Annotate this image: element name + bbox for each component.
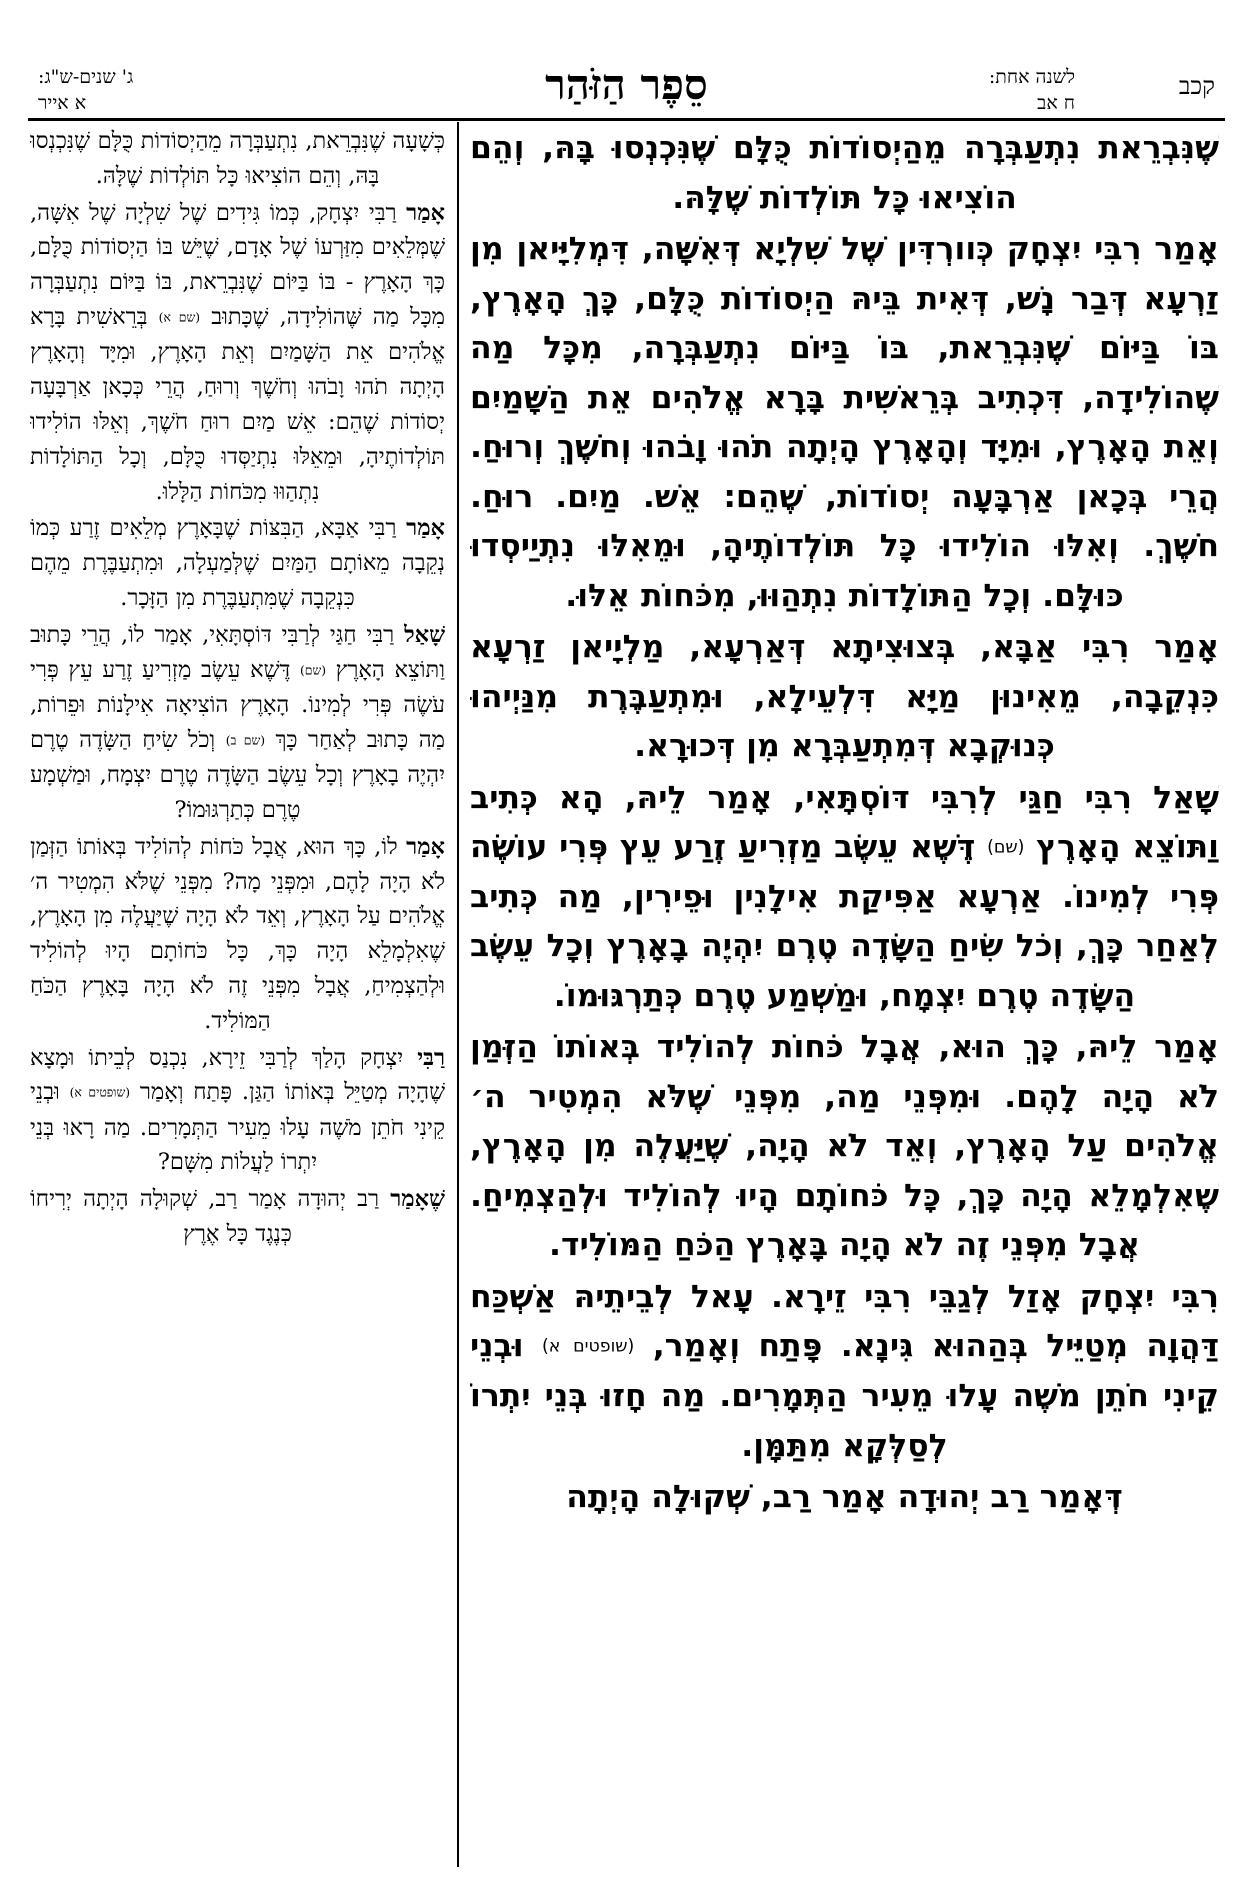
side-paragraph-5 [30,830,445,1039]
opening-word: אָמַר [1154,1029,1219,1066]
schedule-one-year: לשנה אחת: [988,66,1075,88]
paragraph-text: רַבִּי יִצְחָק, כְּמוֹ גִּידִים שֶׁל שִׁלְיָה שֶׁל אִשָּׁה, שֶׁמְּלֵאִים מִזַּרְעוֹ שֶׁל אָדָם, שֶׁיֵּשׁ בּוֹ הַיְסוֹדוֹת כֻּלָּם, כָּךְ הָאָרֶץ - בּוֹ בַּיּוֹם שֶׁנִּבְרֵאת, בּוֹ בַּיּוֹם נִתְעַבְּרָה מִכָּל מַה שֶּׁהוֹלִידָה, שֶׁכָּתוּב [30,199,445,330]
schedule-three-years: ג' שנים-ש"ג: [38,66,134,88]
side-paragraph-3 [30,511,445,615]
opening-word: אָמַר [406,833,445,860]
page-number: קכב [1178,72,1215,100]
paragraph-text-continued: דֶּשֶׁא עֵשֶׂב מַזְרִיעַ זֶרַע עֵץ פְּרִי עֹשֶׂה פְּרִי לְמִינוֹ. הָאָרֶץ הוֹצִיאָה אִילָנוֹת וּפֵרוֹת, מַה כָּתוּב לְאַחַר כָּךְ [30,656,445,753]
paragraph-text: רַבִּי חַגַּי לְרַבִּי דּוֹסְתָּאִי, אָמַר לוֹ, הֲרֵי כָּתוּב וַתּוֹצֵא הָאָרֶץ [30,621,445,683]
scripture-reference-2: (שם ב) [225,733,266,748]
side-paragraph-4 [30,618,445,828]
scripture-reference: (שם) [299,663,327,678]
column-divider [457,122,459,1867]
opening-word: אָמַר [1154,231,1219,267]
opening-word: שֶׁאָמַר [390,1186,445,1213]
opening-word: אָמַר [1154,629,1219,665]
side-paragraph-7 [30,1182,445,1252]
main-text-column [470,124,1219,1874]
translation-column [30,124,445,1874]
schedule-three-years-date: א אייר [38,92,87,114]
opening-word: רִבִּי [1171,1278,1219,1315]
paragraph-text: שֶׁנִּבְרֵאת נִתְעַבְּרָה מֵהַיְסוֹדוֹת כֻּלָּם שֶׁנִּכְנְסוּ בָּהּ, וְהֵם הוֹצִיאוּ כָּל תּוֹלְדוֹת שֶׁלָּהּ. [470,130,1219,216]
header-rule [28,118,1225,121]
page-header [28,62,1225,122]
opening-word: דְּאָמַר [1039,1479,1123,1515]
schedule-one-year-date: ח אב [1037,92,1075,114]
scripture-reference: (שופטים א) [541,1336,635,1357]
opening-word: רַבִּי [417,1044,445,1071]
paragraph-text: רַבִּי אַבָּא, הַבִּצּוֹת שֶׁבָּאָרֶץ מְלֵאִים זֶרַע כְּמוֹ נְקֵבָה מֵאוֹתָם הַמַּיִם שֶׁלְּמַעְלָה, וּמִתְעַבֶּרֶת מֵהֶם כִּנְקֵבָה שֶׁמִּתְעַבֶּרֶת מִן הַזָּכָר. [30,515,445,611]
scripture-reference: (שם) [987,837,1025,858]
paragraph-text-continued: דֶּשֶׁא עֵשֶׂב מַזְרִיעַ זֶרַע עֵץ פְּרִי עוֹשֶׂה פְּרִי לְמִינוֹ. אַרְעָא אַפִּיקַת אִילָנִין וּפֵירִין, מַה כְּתִיב לְאַחַר כָּךְ, וְכֹל שִׂיחַ הַשָּׂדֶה טֶרֶם יִהְיֶה בָאָרֶץ וְכָל עֵשֶׂב הַשָּׂדֶה טֶרֶם יִצְמָח, וּמַשְׁמַע טֶרֶם כְּתַרְגּוּמוֹ. [470,829,1219,1014]
main-paragraph-2 [470,225,1219,621]
paragraph-text: רַב יְהוּדָה אָמַר רַב, שְׁקוּלָה הָיְתָה יְרִיחוֹ כְּנֶגֶד כָּל אֶרֶץ [30,1186,380,1248]
paragraph-text: רַב יְהוּדָה אָמַר רַב, שְׁקוּלָה הָיְתָה [566,1479,1029,1515]
opening-word: שָׁאַל [1153,779,1219,816]
main-paragraph-4 [470,774,1219,1022]
paragraph-text: יִצְחָק הָלַךְ לְרַבִּי זֵירָא, נִכְנַס לְבֵיתוֹ וּמָצָא שֶׁהָיָה מְטַיֵּל בְּאוֹתוֹ הַגַּן. פָּתַח וְאָמַר [30,1044,445,1106]
paragraph-text: רִבִּי חַגַּי לְרִבִּי דּוֹסְתָּאִי, אָמַר לֵיהּ, הָא כְּתִיב וַתּוֹצֵא הָאָרֶץ [470,779,1219,865]
opening-word: אָמַר [406,515,445,542]
main-paragraph-1 [470,124,1219,223]
paragraph-text: כְּשָׁעָה שֶׁנִּבְרֵאת, נִתְעַבְּרָה מֵהַיְסוֹדוֹת כֻּלָּם שֶׁנִּכְנְסוּ בָּהּ, וְהֵם הוֹצִיאוּ כָּל תּוֹלְדוֹת שֶׁלָּהּ. [30,128,445,189]
main-paragraph-3 [470,623,1219,772]
paragraph-text: לוֹ, כָּךְ הוּא, אֲבָל כֹּחוֹת לְהוֹלִיד בְּאוֹתוֹ הַזְּמַן לֹא הָיָה לָהֶם, וּמִפְּנֵי מָה? מִפְּנֵי שֶׁלֹּא הִמְטִיר ה׳ אֱלֹהִים עַל הָאָרֶץ, וְאֵד לֹא הָיָה שֶׁיַּעֲלֶה מִן הָאָרֶץ, שֶׁאִלְמָלֵא הָיָה כָּךְ, כָּל כֹּחוֹתָם הָיוּ לְהוֹלִיד וּלְהַצְמִיחַ, אֲבָל מִפְּנֵי זֶה לֹא הָיָה בָּאָרֶץ הַכֹּחַ הַמּוֹלִיד. [30,833,445,1034]
paragraph-text-continued: וּבְנֵי קֵינִי חֹתֵן מֹשֶׁה עָלוּ מֵעִיר הַתְּמָרִים. מַה חָזוּ בְּנֵי יִתְרוֹ לְסַלְּקָא מִתַּמָּן. [470,1328,1219,1464]
main-paragraph-6 [470,1273,1219,1471]
paragraph-text-continued: בְּרֵאשִׁית בָּרָא אֱלֹהִים אֵת הַשָּׁמַיִם וְאֵת הָאָרֶץ, וּמִיָּד וְהָאָרֶץ הָיְתָה תֹהוּ וָבֹהוּ וְחֹשֶׁךְ וְרוּחַ, הֲרֵי כְּכָאן אַרְבָּעָה יְסוֹדוֹת שֶׁהֵם: אֵשׁ מַיִם רוּחַ חֹשֶׁךְ, וְאֵלּוּ הוֹלִידוּ תּוֹלְדוֹתֶיהָ, וּמֵאֵלּוּ נִתְיַסְּדוּ כֻּלָּם, וְכָל הַתּוֹלָדוֹת נִתְהַוּוּ מִכֹּחוֹת הַלָּלוּ. [30,303,445,505]
paragraph-text: יִצְחָק אָזַל לְגַבֵּי רִבִּי זֵירָא. עָאל לְבֵיתֵיהּ אַשְׁכַּח דַּהֲוָה מְטַיֵּיל בְּהַהוּא גִּינָא. פָּתַח וְאָמַר, [470,1278,1219,1365]
main-paragraph-5 [470,1023,1219,1271]
paragraph-text-continued: וּבְנֵי קֵינִי חֹתֵן מֹשֶׁה עָלוּ מֵעִיר הַתְּמָרִים. מַה רָאוּ בְּנֵי יִתְרוֹ לַעֲלוֹת מִשָּׁם? [30,1079,445,1176]
main-paragraph-7 [470,1473,1219,1523]
side-paragraph-1 [30,124,445,194]
scripture-reference: (שם א) [158,310,201,325]
scripture-reference: (שופטים א) [69,1085,131,1100]
paragraph-text-continued-2: וְכֹל שִׂיחַ הַשָּׂדֶה טֶרֶם יִהְיֶה בָאָרֶץ וְכָל עֵשֶׂב הַשָּׂדֶה טֶרֶם יִצְמָח, וּמַשְׁמָע טֶרֶם כְּתַרְגּוּמוֹ? [30,726,445,823]
paragraph-text: רִבִּי יִצְחָק כְּוורְדִּין שֶׁל שִׁלְיָא דְּאִשָּׁה, דִּמְלִיָּיאן מִן זַרְעָא דְּבַר נָשׁ, דְּאִית בֵּיהּ הַיְסוֹדוֹת כֻּלָּם, כָּךְ הָאָרֶץ, בּוֹ בַּיּוֹם שֶׁנִּבְרֵאת, בּוֹ בַּיּוֹם נִתְעַבְּרָה, מִכָּל מַה שֶׁהוֹלִידָה, דִּכְתִיב בְּרֵאשִׁית בָּרָא אֱלֹהִים אֵת הַשָּׁמַיִם וְאֵת הָאָרֶץ, וּמִיָּד וְהָאָרֶץ הָיְתָה תֹהוּ וָבֹהוּ וְחֹשֶׁךְ וְרוּחַ. הֲרֵי בְּכָאן אַרְבָּעָה יְסוֹדוֹת, שֶׁהֵם: אֵשׁ. מַיִם. רוּחַ. חֹשֶׁךְ. וְאִלּוּ הוֹלִידוּ כָּל תּוֹלְדוֹתֶיהָ, וּמֵאִלּוּ נִתְיַיסְדוּ כּוּלָּם. וְכָל הַתּוֹלָדוֹת נִתְהַוּוּ, מִכֹּחוֹת אֵלּוּ. [470,231,1219,614]
paragraph-text: רִבִּי אַבָּא, בְּצוּצִיתָא דְּאַרְעָא, מַלְיָיאן זַרְעָא כִּנְקֵבָה, מֵאִינוּן מַיָּא דִּלְעֵילָא, וּמִתְעַבֶּרֶת מִנַּיְיהוּ כְּנוּקְבָא דְּמִתְעַבְּרָא מִן דְּכוּרָא. [470,629,1219,764]
side-paragraph-6 [30,1041,445,1181]
paragraph-text: לֵיהּ, כָּךְ הוּא, אֲבָל כֹּחוֹת לְהוֹלִיד בְּאוֹתוֹ הַזְּמַן לֹא הָיָה לָהֶם. וּמִפְּנֵי מַה, מִפְּנֵי שֶׁלֹּא הִמְטִיר ה׳ אֱלֹהִים עַל הָאָרֶץ, וְאֵד לֹא הָיָה, שֶׁיַּעֲלֶה מִן הָאָרֶץ, שֶׁאִלְמָלֵא הָיָה כָּךְ, כָּל כֹּחוֹתָם הָיוּ לְהוֹלִיד וּלְהַצְמִיחַ. אֲבָל מִפְּנֵי זֶה לֹא הָיָה בָּאָרֶץ הַכֹּחַ הַמּוֹלִיד. [470,1029,1219,1264]
side-paragraph-2 [30,196,445,510]
opening-word: שָׁאַל [404,621,445,648]
book-title: סֵפֶר הַזֹּהַר [545,60,708,109]
opening-word: אָמַר [406,199,445,226]
